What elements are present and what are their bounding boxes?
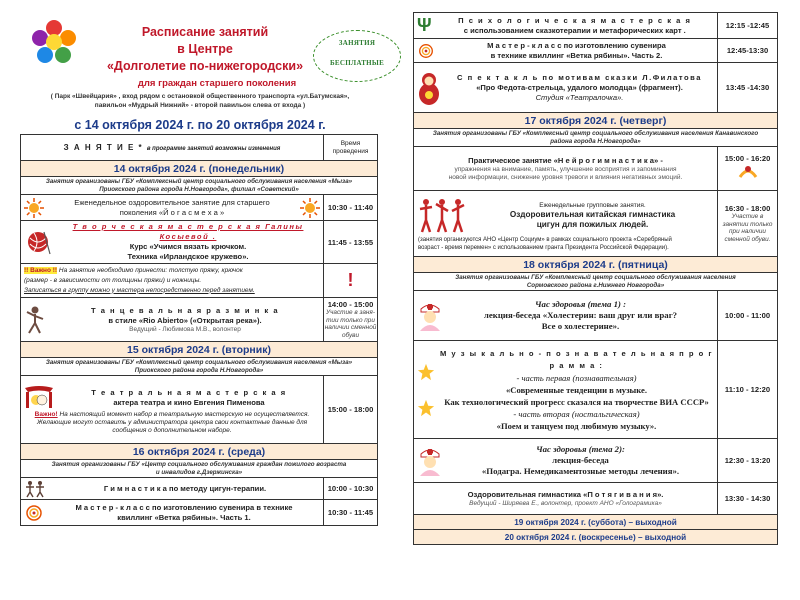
day-wednesday: 16 октября 2024 г. (среда) xyxy=(21,444,378,460)
event-knitting: Т в о р ч е с к а я м а с т е р с к а я Галины Косыевой . Курс «Учимся вязать крючком. Техника «Ирландское кружево». xyxy=(21,221,324,264)
time-quilling-1: 10:30 - 11:45 xyxy=(324,500,378,526)
event-qigong: Еженедельные групповые занятия. Оздоровительная китайская гимнастика цигун для пожилых людей. (занятия организуются АНО «Центр Социум» в рамках социального проекта «Серебряный возраст - время перемен» с использованием гранта Президента Российской Федерации). xyxy=(414,191,718,257)
time-qigong: 16:30 - 18:00 Участие в занятии только при наличии сменной обуви. xyxy=(718,191,778,257)
activity-column-header: З А Н Я Т И Е * в программе занятий возможны изменения xyxy=(21,135,324,161)
matryoshka-icon xyxy=(417,70,441,106)
time-yoga: 10:30 - 11:40 xyxy=(324,195,378,221)
nurse-icon xyxy=(417,446,443,476)
day-thursday: 17 октября 2024 г. (четверг) xyxy=(414,113,778,129)
event-yoga: Еженедельное оздоровительное занятие для старшего поколения «Й о г а с м е х а » xyxy=(21,195,324,221)
time-health-1: 10:00 - 11:00 xyxy=(718,291,778,341)
event-quilling-2: М а с т е р - к л а с с по изготовлению сувенира в технике квиллинг «Ветка рябины». Часть 2. xyxy=(414,39,718,63)
time-music: 11:10 - 12:20 xyxy=(718,341,778,439)
gym-figures-icon xyxy=(24,480,46,498)
free-badge: ЗАНЯТИЯ БЕСПЛАТНЫЕ xyxy=(313,30,401,82)
nurse-icon xyxy=(417,301,443,331)
event-psychology: Ψ П с и х о л о г и ч е с к а я м а с т е р с к а я с использованием сказкотерапии и метафорических карт . xyxy=(414,13,718,39)
hand-icon xyxy=(718,163,778,181)
quilling-icon xyxy=(417,42,435,60)
time-health-2: 12:30 - 13:20 xyxy=(718,439,778,483)
yarn-icon xyxy=(24,228,52,256)
time-psychology: 12:15 -12:45 xyxy=(718,13,778,39)
org-monday: Занятия организованы ГБУ «Комплексный центр социального обслуживания населения «Мыза» Приокского района города Н.Новгорода», филиал «Советский» xyxy=(21,177,378,195)
event-neurogym: Практическое занятие «Н е й р о г и м н а с т и к а» - упражнения на внимание, память, улучшение восприятия и запоминания новой информации, снижение уровня тревоги и влияния негативных эмоций. xyxy=(414,147,718,191)
day-sunday: 20 октября 2024 г. (воскресенье) – выходной xyxy=(414,530,778,545)
time-column-header: Время проведения xyxy=(324,135,378,161)
time-quilling-2: 12:45-13:30 xyxy=(718,39,778,63)
event-stretching: Оздоровительная гимнастика «П о т я г и в а н и я». Ведущий - Ширяева Е., волонтер, проект АНО «Голограмика» xyxy=(414,483,718,515)
qigong-figures-icon xyxy=(417,196,467,236)
dancer-icon xyxy=(24,305,46,335)
event-play: С п е к т а к л ь по мотивам сказки Л.Филатова «Про Федота-стрельца, удалого молодца» (фрагмент). Студия «Театралочка». xyxy=(414,63,718,113)
time-gymnastics: 10:00 - 10:30 xyxy=(324,478,378,500)
schedule-table-left xyxy=(20,134,378,526)
knitting-warning: !! Важно !! На занятие необходимо принести: толстую пряжу, крючок (размер - в зависимости от толщины пряжи) и ножницы. Записаться в группу можно у мастера непосредственно перед занятием. xyxy=(21,264,324,298)
time-theatre: 15:00 - 18:00 xyxy=(324,376,378,444)
org-wednesday: Занятия организованы ГБУ «Центр социального обслуживания граждан пожилого возраста и инвалидов г.Дзержинска» xyxy=(21,460,378,478)
day-saturday: 19 октября 2024 г. (суббота) – выходной xyxy=(414,515,778,530)
page-subtitle: для граждан старшего поколения xyxy=(137,78,297,89)
psi-icon: Ψ xyxy=(417,15,432,35)
event-health-1: Час здоровья (тема 1) : лекция-беседа «Холестерин: ваш друг или враг? Все о холестерине». xyxy=(414,291,718,341)
exclamation-icon: ! xyxy=(324,264,378,298)
theatre-masks-icon xyxy=(24,386,54,410)
time-stretching: 13:30 - 14:30 xyxy=(718,483,778,515)
org-thursday: Занятия организованы ГБУ «Комплексный центр социального обслуживания населения Канавинского района города Н.Новгорода» xyxy=(414,129,778,147)
time-knitting: 11:45 - 13:55 xyxy=(324,221,378,264)
music-star-icon xyxy=(417,363,435,381)
page-title: Расписание занятий в Центре «Долголетие по-нижегородски» xyxy=(106,25,304,73)
org-tuesday: Занятия организованы ГБУ «Комплексный центр социального обслуживания населения «Мыза» Приокского района города Н.Новгорода» xyxy=(21,358,378,376)
address: ( Парк «Швейцария» , вход рядом с остановкой общественного транспорта «ул.Батумская», павильон «Мудрый Нижний» - второй павильон слева от входа ) xyxy=(50,93,350,109)
header xyxy=(20,8,385,112)
org-friday: Занятия организованы ГБУ «Комплексный центр социального обслуживания населения Сормовского района г.Нижнего Новгорода» xyxy=(414,273,778,291)
quilling-icon xyxy=(24,503,44,523)
event-dance: Т а н ц е в а л ь н а я р а з м и н к а в стиле «Rio Abierto» («Открытая река»). Ведущий - Любимова М.В., волонтер xyxy=(21,298,324,342)
day-tuesday: 15 октября 2024 г. (вторник) xyxy=(21,342,378,358)
time-neurogym: 15:00 - 16:20 xyxy=(718,147,778,191)
event-quilling-1: М а с т е р - к л а с с по изготовлению сувенира в технике квиллинг «Ветка рябины». Часть 1. xyxy=(21,500,324,526)
time-dance: 14:00 - 15:00 Участие в заня-тии только при наличии сменной обуви xyxy=(324,298,378,342)
day-monday: 14 октября 2024 г. (понедельник) xyxy=(21,161,378,177)
event-music: М у з ы к а л ь н о - п о з н а в а т е л ь н а я п р о г р а м м а : - часть первая (познавательная) «Современные тенденции в музыке. Как технологический прогресс сказался на творчестве ВИА СССР» - часть вторая (ностальгическая) «Поем и танцуем под любимую музыку». xyxy=(414,341,718,439)
event-health-2: Час здоровья (тема 2): лекция-беседа «Подагра. Немедикаментозные методы лечения». xyxy=(414,439,718,483)
date-range: с 14 октября 2024 г. по 20 октября 2024 г. xyxy=(74,118,326,132)
schedule-table-right xyxy=(413,12,778,545)
event-gymnastics: Г и м н а с т и к а по методу цигун-терапии. xyxy=(21,478,324,500)
sun-icon xyxy=(24,198,44,218)
sun-icon xyxy=(300,198,320,218)
music-star-icon xyxy=(417,399,435,417)
time-play: 13:45 -14:30 xyxy=(718,63,778,113)
day-friday: 18 октября 2024 г. (пятница) xyxy=(414,257,778,273)
event-theatre: Т е а т р а л ь н а я м а с т е р с к а я актера театра и кино Евгения Пименова Важно! На настоящий момент набор в театральную мастерскую не осуществляется. Желающие могут оставить у администратора центра свои контактные данные для сообщения о дополнительном наборе. xyxy=(21,376,324,444)
flower-logo-icon xyxy=(30,18,78,66)
